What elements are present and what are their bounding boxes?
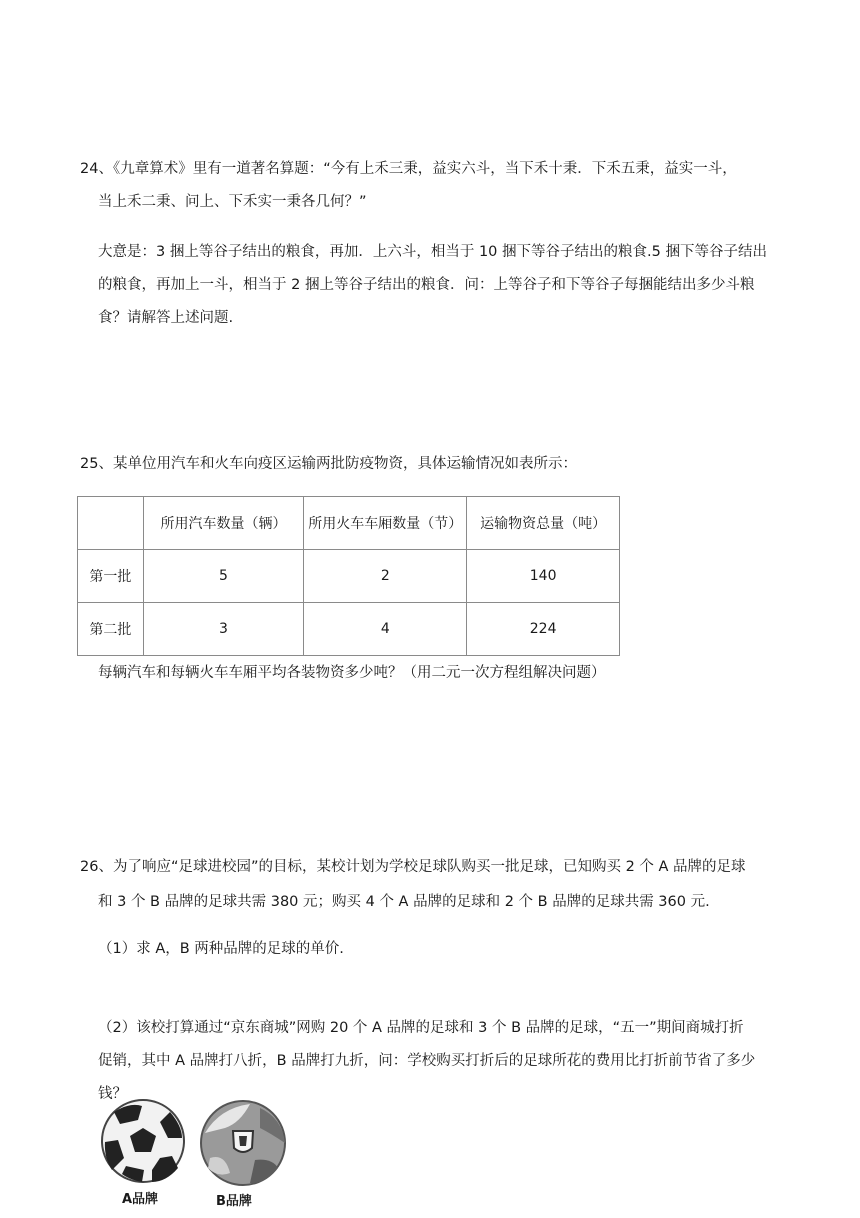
question-26 [80, 851, 785, 919]
table-row [78, 550, 620, 603]
table-corner-cell [78, 497, 144, 550]
football-b-label: B品牌 [216, 1194, 252, 1209]
supply-table [77, 496, 620, 656]
table-cell: 4 [304, 603, 467, 656]
q26-subquestion-1 [98, 933, 788, 966]
row-label: 第一批 [78, 550, 144, 603]
q24-explanation [98, 236, 788, 335]
q24-line-2: 当上禾二秉、问上、下禾实一秉各几何？” [98, 194, 367, 210]
header-car-count: 所用汽车数量（辆） [143, 497, 304, 550]
football-a-icon [102, 1100, 184, 1182]
q25-question [98, 657, 803, 690]
q26-line-1: 26、为了响应“足球进校园”的目标，某校计划为学校足球队购买一批足球，已知购买 2 个 A 品牌的足球 [80, 859, 746, 875]
q24-explanation-line-3: 食？请解答上述问题. [98, 310, 234, 326]
q24-explanation-line-1: 大意是：3 捆上等谷子结出的粮食，再加．上六斗，相当于 10 捆下等谷子结出的粮食.5 捆下等谷子结出 [98, 244, 767, 260]
row-label: 第二批 [78, 603, 144, 656]
q26-sub2-line-3: 钱？ [98, 1086, 127, 1102]
q24-line-1: 24、《九章算术》里有一道著名算题：“今有上禾三秉，益实六斗，当下禾十秉．下禾五秉，益实一斗， [80, 161, 737, 177]
table-cell: 2 [304, 550, 467, 603]
football-a-image [100, 1098, 300, 1188]
q25-intro: 25、某单位用汽车和火车向疫区运输两批防疫物资，具体运输情况如表所示： [80, 456, 577, 472]
q26-sub2-line-1: （2）该校打算通过“京东商城”网购 20 个 A 品牌的足球和 3 个 B 品牌的足球，“五一”期间商城打折 [98, 1020, 744, 1036]
football-a-label: A品牌 [122, 1192, 159, 1207]
question-25 [80, 448, 785, 481]
football-b-icon [201, 1101, 285, 1185]
q26-line-2: 和 3 个 B 品牌的足球共需 380 元；购买 4 个 A 品牌的足球和 2 个 B 品牌的足球共需 360 元. [98, 894, 710, 910]
table-cell: 5 [143, 550, 304, 603]
table-header-row [78, 497, 620, 550]
table-row [78, 603, 620, 656]
table-cell: 140 [467, 550, 620, 603]
q26-sub2-line-2: 促销，其中 A 品牌打八折，B 品牌打九折，问：学校购买打折后的足球所花的费用比打折前节省了多少 [98, 1053, 756, 1069]
question-24 [80, 153, 785, 219]
header-total-supply: 运输物资总量（吨） [467, 497, 620, 550]
q25-question-text: 每辆汽车和每辆火车车厢平均各装物资多少吨？（用二元一次方程组解决问题） [98, 665, 606, 681]
table-cell: 3 [143, 603, 304, 656]
table-cell: 224 [467, 603, 620, 656]
football-images [100, 1098, 300, 1208]
q24-explanation-line-2: 的粮食，再加上一斗，相当于 2 捆上等谷子结出的粮食．问：上等谷子和下等谷子每捆能结出多少斗粮 [98, 277, 755, 293]
header-train-count: 所用火车车厢数量（节） [304, 497, 467, 550]
q26-sub1-text: （1）求 A，B 两种品牌的足球的单价. [98, 941, 344, 957]
q26-subquestion-2 [98, 1012, 788, 1111]
